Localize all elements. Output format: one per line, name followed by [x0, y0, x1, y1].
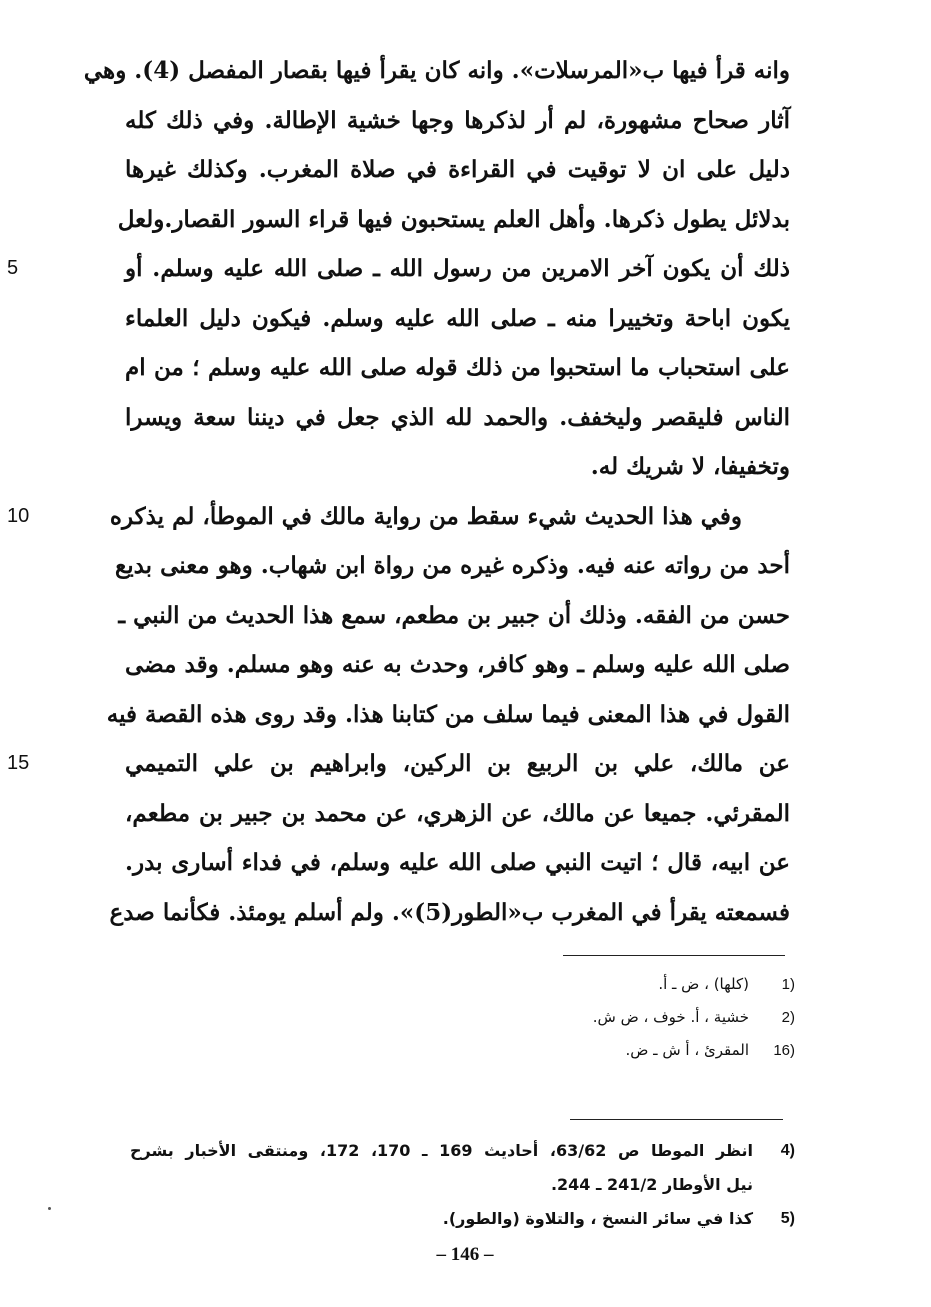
- main-text: [7, 46, 790, 937]
- text-line: وفي هذا الحديث شيء سقط من رواية مالك في الموطأ، لم يذكره 10: [125, 492, 790, 542]
- scan-speck: [48, 1207, 51, 1210]
- footnote-number: 4): [780, 1142, 795, 1159]
- line-number: 10: [7, 504, 30, 527]
- footnote-line: انظر الموطا ص 63/62، أحاديث 169 ـ 170، 172، ومنتقى الأخبار بشرح: [130, 1141, 754, 1160]
- text-line: آثار صحاح مشهورة، لم أر لذكرها وجها خشية الإطالة. وفي ذلك كله: [125, 106, 790, 134]
- variant-note: [400, 968, 795, 1001]
- text-line: فسمعته يقرأ في المغرب ب«الطور(5)». ولم أسلم يومئذ. فكأنما صدع: [109, 898, 790, 926]
- text-line: عن مالك، علي بن الربيع بن الركين، وابراهيم بن علي التميمي 15: [125, 739, 790, 789]
- textual-variants: [400, 968, 795, 1067]
- footnotes: [130, 1134, 795, 1236]
- variant-text: المقرئ ، أ ش ـ ض.: [625, 1041, 749, 1059]
- text-line: حسن من الفقه. وذلك أن جبير بن مطعم، سمع هذا الحديث من النبي ـ: [118, 601, 790, 629]
- text-line: وانه قرأ فيها ب«المرسلات». وانه كان يقرأ فيها بقصار المفصل (4). وهي: [83, 57, 790, 84]
- variants-divider: [563, 955, 785, 956]
- text-line: وتخفيفا، لا شريك له.: [590, 453, 790, 480]
- text-line: صلى الله عليه وسلم ـ وهو كافر، وحدث به عنه وهو مسلم. وقد مضى: [125, 651, 790, 678]
- page-number: – 146 –: [436, 1244, 494, 1265]
- variant-text: (كلها) ، ض ـ أ.: [658, 975, 749, 993]
- text-line: القول في هذا المعنى فيما سلف من كتابنا هذا. وقد روى هذه القصة فيه: [106, 700, 790, 728]
- text-line: أحد من رواته عنه فيه. وذكره غيره من رواة ابن شهاب. وهو معنى بديع: [114, 552, 790, 579]
- variant-note: [400, 1034, 795, 1067]
- line-number: 15: [7, 752, 30, 774]
- footnote-line: كذا في سائر النسخ ، والتلاوة (والطور).: [442, 1209, 753, 1228]
- footnote-line: نيل الأوطار 241/2 ـ 244.: [550, 1175, 753, 1194]
- footnotes-divider: [570, 1119, 783, 1120]
- text-line: دليل على ان لا توقيت في القراءة في صلاة المغرب. وكذلك غيرها: [125, 156, 790, 183]
- text-line: على استحباب ما استحبوا من ذلك قوله صلى الله عليه وسلم ؛ من ام: [125, 354, 790, 381]
- text-line: بدلائل يطول ذكرها. وأهل العلم يستحبون فيها قراء السور القصار.ولعل: [117, 205, 790, 233]
- text-line: المقرئي. جميعا عن مالك، عن الزهري، عن محمد بن جبير بن مطعم،: [125, 799, 790, 827]
- line-number: 5: [7, 257, 19, 279]
- variant-number: 2): [781, 1009, 795, 1026]
- variant-note: [400, 1001, 795, 1034]
- text-line: عن ابيه، قال ؛ اتيت النبي صلى الله عليه وسلم، في فداء أسارى بدر.: [125, 849, 790, 876]
- text-line: يكون اباحة وتخييرا منه ـ صلى الله عليه وسلم. فيكون دليل العلماء: [125, 304, 790, 332]
- footnote-number: 5): [780, 1210, 795, 1227]
- text-line: الناس فليقصر وليخفف. والحمد لله الذي جعل في ديننا سعة ويسرا: [125, 403, 790, 431]
- text-line: ذلك أن يكون آخر الامرين من رسول الله ـ صلى الله عليه وسلم. أو 5: [125, 244, 790, 294]
- footnote: [130, 1202, 795, 1236]
- variant-number: 16): [773, 1042, 795, 1059]
- variant-text: خشية ، أ. خوف ، ض ش.: [592, 1008, 749, 1026]
- footnote: [130, 1134, 795, 1202]
- variant-number: 1): [781, 976, 795, 993]
